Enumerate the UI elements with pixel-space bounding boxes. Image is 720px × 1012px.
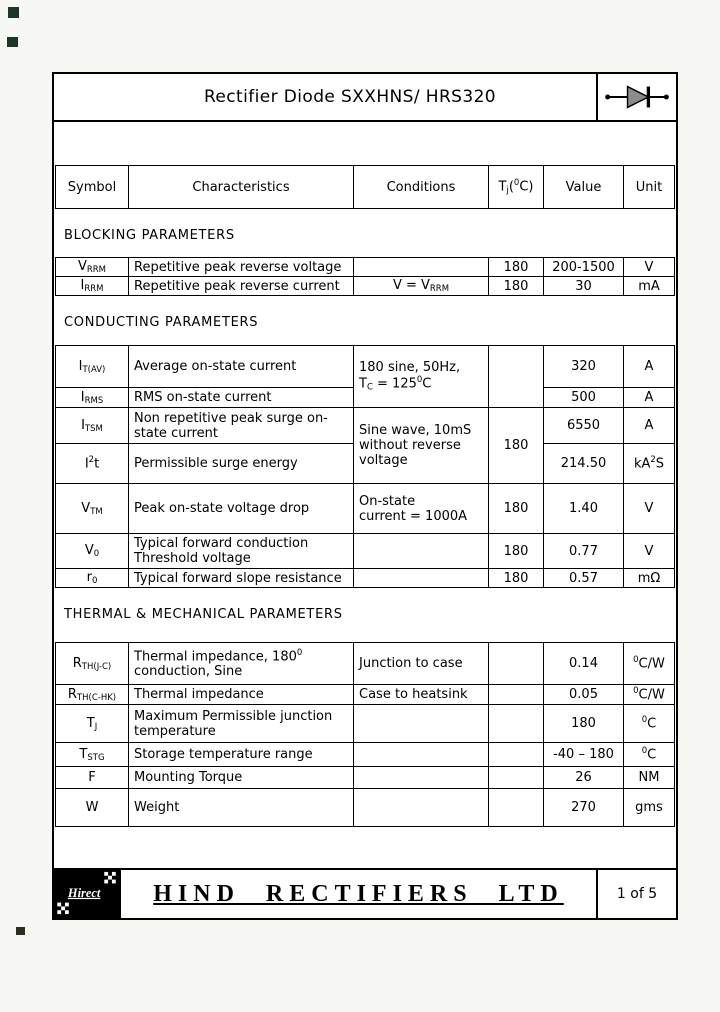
symbol-cell: $I_{RMS}$ <box>56 388 129 408</box>
diode-icon <box>601 77 673 117</box>
tj-cell <box>489 705 544 743</box>
value-cell: -40 – 180 <box>544 743 624 767</box>
characteristics-cell: Average on-state current <box>129 346 354 388</box>
conditions-cell <box>354 534 489 569</box>
col-header-symbol: Symbol <box>56 166 129 209</box>
characteristics-cell: Repetitive peak reverse voltage <box>129 258 354 277</box>
symbol-cell: $r_0$ <box>56 569 129 588</box>
section-heading-conducting: CONDUCTING PARAMETERS <box>64 315 259 330</box>
symbol-cell: $R_{TH(C-HK)}$ <box>56 685 129 705</box>
characteristics-cell: Repetitive peak reverse current <box>129 277 354 296</box>
characteristics-cell: Permissible surge energy <box>129 444 354 484</box>
hirect-logo-icon <box>54 870 121 916</box>
conditions-cell <box>354 569 489 588</box>
footer-bar <box>54 868 676 918</box>
symbol-cell: $T_J$ <box>56 705 129 743</box>
logo-text: Hirect <box>67 885 101 900</box>
characteristics-cell: Weight <box>129 789 354 827</box>
col-header-value: Value <box>544 166 624 209</box>
value-cell: 26 <box>544 767 624 789</box>
company-name: HIND RECTIFIERS LTD <box>153 880 564 907</box>
value-cell: 0.77 <box>544 534 624 569</box>
value-cell: 180 <box>544 705 624 743</box>
tj-cell: 180 <box>489 569 544 588</box>
tj-cell <box>489 743 544 767</box>
unit-cell: gms <box>624 789 675 827</box>
value-cell: 30 <box>544 277 624 296</box>
blocking-table <box>55 257 675 296</box>
unit-cell: mA <box>624 277 675 296</box>
characteristics-cell: Thermal impedance <box>129 685 354 705</box>
conditions-cell <box>354 258 489 277</box>
value-cell: 270 <box>544 789 624 827</box>
section-heading-thermal: THERMAL & MECHANICAL PARAMETERS <box>64 607 343 622</box>
value-cell: 0.14 <box>544 643 624 685</box>
header-table <box>55 165 675 209</box>
value-cell: 320 <box>544 346 624 388</box>
col-header-tj: $T_j(^0C)$ <box>489 166 544 209</box>
unit-cell: A <box>624 408 675 444</box>
symbol-cell: $T_{STG}$ <box>56 743 129 767</box>
symbol-cell: W <box>56 789 129 827</box>
conditions-cell: Junction to case <box>354 643 489 685</box>
conditions-cell: Sine wave, 10mS without reverse voltage <box>354 408 489 484</box>
characteristics-cell: Typical forward slope resistance <box>129 569 354 588</box>
section-heading-blocking: BLOCKING PARAMETERS <box>64 228 235 243</box>
value-cell: 1.40 <box>544 484 624 534</box>
characteristics-cell: RMS on-state current <box>129 388 354 408</box>
unit-cell: NM <box>624 767 675 789</box>
symbol-cell: $R_{TH(J-C)}$ <box>56 643 129 685</box>
tj-cell: 180 <box>489 408 544 484</box>
tj-cell: 180 <box>489 277 544 296</box>
value-cell: 0.05 <box>544 685 624 705</box>
conditions-cell <box>354 789 489 827</box>
conditions-cell <box>354 705 489 743</box>
characteristics-cell: Maximum Permissible junction temperature <box>129 705 354 743</box>
tj-cell <box>489 767 544 789</box>
conditions-cell: 180 sine, 50Hz, $T_C = 125^0C$ <box>354 346 489 408</box>
tj-cell: 180 <box>489 534 544 569</box>
symbol-cell: $V_{TM}$ <box>56 484 129 534</box>
page-title: Rectifier Diode SXXHNS/ HRS320 <box>203 87 496 107</box>
symbol-cell: $V_0$ <box>56 534 129 569</box>
characteristics-cell: Typical forward conduction Threshold voltage <box>129 534 354 569</box>
diode-symbol-cell <box>596 74 676 120</box>
tj-cell <box>489 789 544 827</box>
characteristics-cell: Storage temperature range <box>129 743 354 767</box>
tj-cell <box>489 685 544 705</box>
unit-cell: V <box>624 484 675 534</box>
characteristics-cell: Peak on-state voltage drop <box>129 484 354 534</box>
unit-cell: mΩ <box>624 569 675 588</box>
page-number: 1 of 5 <box>596 870 676 918</box>
value-cell: 214.50 <box>544 444 624 484</box>
scan-artifact <box>16 927 25 935</box>
symbol-cell: $I^2t$ <box>56 444 129 484</box>
unit-cell: $^0$C/W <box>624 643 675 685</box>
thermal-table <box>55 642 675 827</box>
unit-cell: $^0$C <box>624 705 675 743</box>
unit-cell: A <box>624 388 675 408</box>
scan-artifact <box>8 7 19 18</box>
datasheet-body <box>54 122 676 868</box>
conditions-cell <box>354 743 489 767</box>
tj-cell <box>489 643 544 685</box>
tj-cell: 180 <box>489 484 544 534</box>
unit-cell: V <box>624 258 675 277</box>
value-cell: 200-1500 <box>544 258 624 277</box>
datasheet-sheet <box>52 72 678 920</box>
unit-cell: $^0$C <box>624 743 675 767</box>
unit-cell: $kA^2S$ <box>624 444 675 484</box>
symbol-cell: F <box>56 767 129 789</box>
value-cell: 0.57 <box>544 569 624 588</box>
symbol-cell: $I_{T(AV)}$ <box>56 346 129 388</box>
tj-cell <box>489 346 544 408</box>
col-header-conditions: Conditions <box>354 166 489 209</box>
unit-cell: V <box>624 534 675 569</box>
conditions-cell: Case to heatsink <box>354 685 489 705</box>
characteristics-cell: Thermal impedance, $180^0$ conduction, Sine <box>129 643 354 685</box>
conditions-cell: On-state current = 1000A <box>354 484 489 534</box>
characteristics-cell: Mounting Torque <box>129 767 354 789</box>
title-bar <box>54 74 676 122</box>
value-cell: 6550 <box>544 408 624 444</box>
unit-cell: $^0$C/W <box>624 685 675 705</box>
conducting-table <box>55 345 675 588</box>
tj-cell: 180 <box>489 258 544 277</box>
company-logo <box>54 870 121 918</box>
symbol-cell: $I_{TSM}$ <box>56 408 129 444</box>
col-header-unit: Unit <box>624 166 675 209</box>
symbol-cell: $I_{RRM}$ <box>56 277 129 296</box>
scan-artifact <box>7 37 18 47</box>
value-cell: 500 <box>544 388 624 408</box>
unit-cell: A <box>624 346 675 388</box>
symbol-cell: $V_{RRM}$ <box>56 258 129 277</box>
conditions-cell <box>354 767 489 789</box>
conditions-cell: $V = V_{RRM}$ <box>354 277 489 296</box>
characteristics-cell: Non repetitive peak surge on- state current <box>129 408 354 444</box>
col-header-characteristics: Characteristics <box>129 166 354 209</box>
